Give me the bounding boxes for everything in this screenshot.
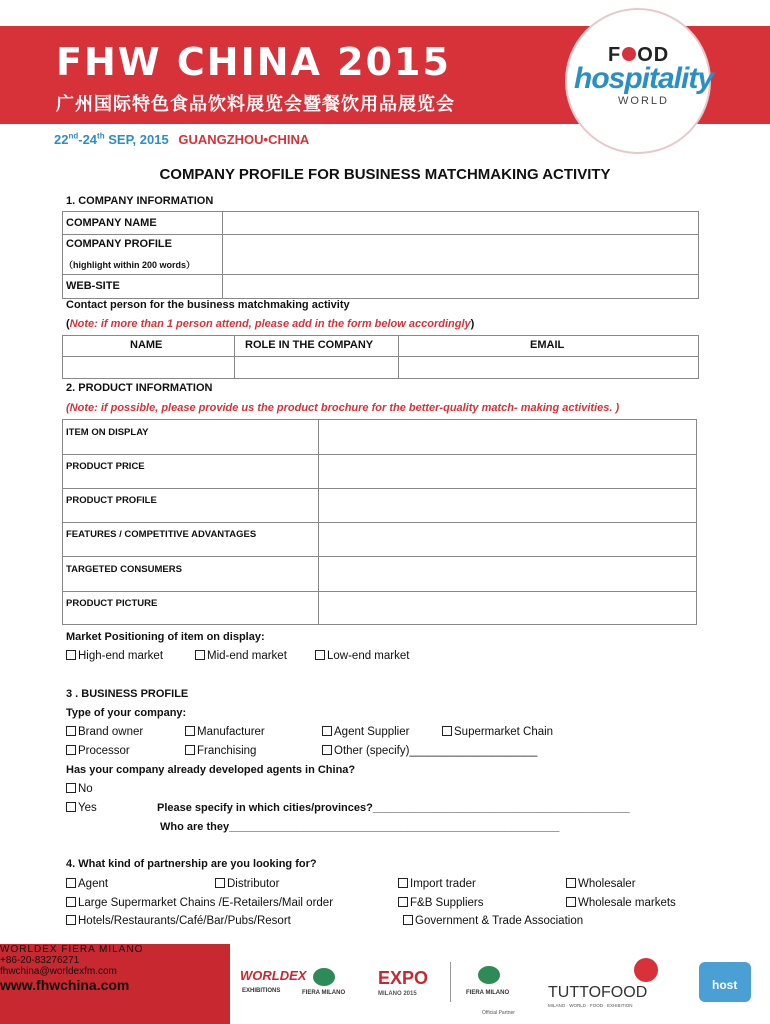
agents-yes-option[interactable]: Yes <box>66 802 97 814</box>
col-role: ROLE IN THE COMPANY <box>245 339 374 351</box>
checkbox-icon[interactable] <box>66 726 76 736</box>
checkbox-icon[interactable] <box>66 783 76 793</box>
mid-end-option[interactable]: Mid-end market <box>195 650 287 662</box>
low-end-option[interactable]: Low-end market <box>315 650 409 662</box>
checkbox-icon[interactable] <box>398 897 408 907</box>
wholesale-markets-option[interactable]: Wholesale markets <box>566 897 676 909</box>
checkbox-icon[interactable] <box>66 802 76 812</box>
company-name-field[interactable] <box>223 212 698 234</box>
footer-email[interactable]: fhwchina@worldexfm.com <box>0 966 117 977</box>
product-row-label: PRODUCT PRICE <box>66 461 145 472</box>
checkbox-icon[interactable] <box>566 897 576 907</box>
tuttofood-icon <box>634 958 658 982</box>
logo-world-text: WORLD <box>618 95 669 107</box>
agent-supplier-option[interactable]: Agent Supplier <box>322 726 409 738</box>
fiera-logo-icon <box>313 968 335 986</box>
fiera-logo-text: FIERA MILANO <box>302 990 346 996</box>
event-title: FHW CHINA 2015 <box>56 40 451 84</box>
checkbox-icon[interactable] <box>566 878 576 888</box>
market-positioning-label: Market Positioning of item on display: <box>66 631 265 643</box>
item-on-display-field[interactable] <box>319 420 696 454</box>
contact-email-field[interactable] <box>399 357 698 378</box>
large-supermarket-option[interactable]: Large Supermarket Chains /E-Retailers/Mail order <box>66 897 333 909</box>
website-label: WEB-SITE <box>66 280 120 292</box>
checkbox-icon[interactable] <box>66 745 76 755</box>
product-row-label: ITEM ON DISPLAY <box>66 427 149 438</box>
col-email: EMAIL <box>530 339 565 351</box>
other-option[interactable]: Other (specify)____________________ <box>322 745 537 757</box>
contact-person-label: Contact person for the business matchmaking activity <box>66 299 350 311</box>
footer-website[interactable]: www.fhwchina.com <box>0 977 130 993</box>
manufacturer-option[interactable]: Manufacturer <box>185 726 265 738</box>
contact-name-field[interactable] <box>63 357 234 378</box>
tuttofood-logo: TUTTOFOOD <box>548 984 648 1001</box>
agent-option[interactable]: Agent <box>66 878 108 890</box>
distributor-option[interactable]: Distributor <box>215 878 279 890</box>
product-row-label: TARGETED CONSUMERS <box>66 564 182 575</box>
checkbox-icon[interactable] <box>403 915 413 925</box>
logo-hospitality-text: hospitality <box>574 62 714 95</box>
high-end-option[interactable]: High-end market <box>66 650 163 662</box>
fb-suppliers-option[interactable]: F&B Suppliers <box>398 897 484 909</box>
franchising-option[interactable]: Franchising <box>185 745 256 757</box>
tuttofood-logo-sub: MILANO · WORLD · FOOD · EXHIBITION <box>548 1003 633 1008</box>
checkbox-icon[interactable] <box>322 745 332 755</box>
fiera-logo-icon <box>478 966 500 984</box>
wholesaler-option[interactable]: Wholesaler <box>566 878 636 890</box>
processor-option[interactable]: Processor <box>66 745 130 757</box>
footer-phone: +86-20-83276271 <box>0 955 80 966</box>
product-row-label: PRODUCT PROFILE <box>66 495 157 506</box>
col-name: NAME <box>130 339 163 351</box>
product-picture-field[interactable] <box>319 592 696 624</box>
product-profile-field[interactable] <box>319 489 696 522</box>
who-field[interactable]: Who are they______________________________________________________ <box>160 821 560 833</box>
company-profile-field[interactable] <box>223 235 698 274</box>
checkbox-icon[interactable] <box>215 878 225 888</box>
section3-heading: 3 . BUSINESS PROFILE <box>66 688 189 700</box>
checkbox-icon[interactable] <box>66 878 76 888</box>
company-name-label: COMPANY NAME <box>66 217 157 229</box>
official-partner-label: Official Partner <box>482 1010 515 1016</box>
event-dateline <box>54 132 309 147</box>
checkbox-icon[interactable] <box>66 650 76 660</box>
section4-heading: 4. What kind of partnership are you looking for? <box>66 858 317 870</box>
hotels-option[interactable]: Hotels/Restaurants/Café/Bar/Pubs/Resort <box>66 915 291 927</box>
government-option[interactable]: Government & Trade Association <box>403 915 583 927</box>
product-row-label: PRODUCT PICTURE <box>66 598 158 609</box>
checkbox-icon[interactable] <box>442 726 452 736</box>
checkbox-icon[interactable] <box>185 745 195 755</box>
expo-logo: EXPO <box>378 968 429 988</box>
agents-no-option[interactable]: No <box>66 783 93 795</box>
fiera-logo-text: FIERA MILANO <box>466 990 510 996</box>
product-price-field[interactable] <box>319 455 696 488</box>
footer-contact-panel <box>0 944 230 1024</box>
logo-dot-icon <box>622 47 636 61</box>
event-title-cn: 广州国际特色食品饮料展览会暨餐饮用品展览会 <box>56 94 455 115</box>
logo-food-text: F OD <box>608 44 670 66</box>
expo-logo-sub: MILANO 2015 <box>378 991 417 997</box>
worldex-logo: WORLDEX <box>240 968 307 983</box>
website-field[interactable] <box>223 275 698 298</box>
highlight-hint: （highlight within 200 words） <box>64 260 196 270</box>
checkbox-icon[interactable] <box>398 878 408 888</box>
event-city: GUANGZHOU•CHINA <box>178 132 310 148</box>
checkbox-icon[interactable] <box>315 650 325 660</box>
checkbox-icon[interactable] <box>66 915 76 925</box>
brand-owner-option[interactable]: Brand owner <box>66 726 143 738</box>
contact-note: (Note: if more than 1 person attend, please add in the form below accordingly) <box>66 318 475 330</box>
checkbox-icon[interactable] <box>185 726 195 736</box>
product-row-label: FEATURES / COMPETITIVE ADVANTAGES <box>66 529 257 540</box>
import-trader-option[interactable]: Import trader <box>398 878 476 890</box>
event-date: 22nd-24th SEP, 2015 <box>54 132 169 148</box>
supermarket-chain-option[interactable]: Supermarket Chain <box>442 726 553 738</box>
contact-role-field[interactable] <box>235 357 398 378</box>
checkbox-icon[interactable] <box>66 897 76 907</box>
company-profile-label: COMPANY PROFILE <box>66 238 172 250</box>
form-title: COMPANY PROFILE FOR BUSINESS MATCHMAKING ACTIVITY <box>159 166 611 183</box>
targeted-consumers-field[interactable] <box>319 557 696 591</box>
footer-divider <box>450 962 451 1002</box>
agents-question: Has your company already developed agents in China? <box>66 764 356 776</box>
section2-heading: 2. PRODUCT INFORMATION <box>66 382 213 394</box>
product-note: (Note: if possible, please provide us the product brochure for the better-quality match- making activities. ) <box>66 402 620 414</box>
worldex-logo-sub: EXHIBITIONS <box>242 988 281 994</box>
checkbox-icon[interactable] <box>322 726 332 736</box>
section1-heading: 1. COMPANY INFORMATION <box>66 195 214 207</box>
company-type-label: Type of your company: <box>66 707 187 719</box>
checkbox-icon[interactable] <box>195 650 205 660</box>
host-logo-text: host <box>712 978 738 992</box>
features-field[interactable] <box>319 523 696 556</box>
cities-field[interactable]: Please specify in which cities/provinces?__________________________________________ <box>157 802 630 814</box>
footer-company: WORLDEX FIERA MILANO <box>0 944 144 955</box>
